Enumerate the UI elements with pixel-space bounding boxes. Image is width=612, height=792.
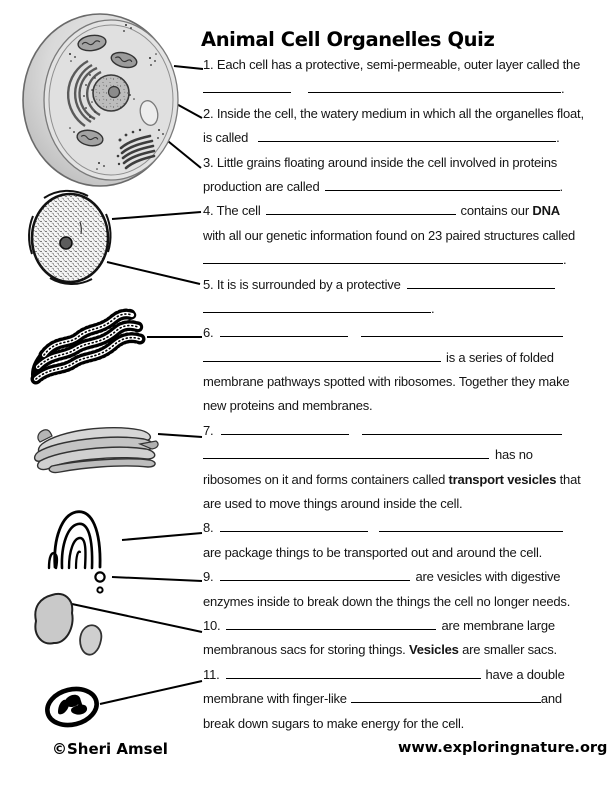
quiz-line [203,419,603,443]
question-text: 7. [203,422,214,438]
quiz-line [203,102,603,126]
question-text: 5. It is is surrounded by a protective [203,276,401,292]
answer-blank[interactable] [308,77,561,93]
quiz-line [203,175,603,199]
quiz-line [203,712,603,736]
spacer [213,531,220,532]
mitochondrion-illustration [44,684,101,730]
question-text: . [563,252,567,268]
question-text: with all our genetic information found on 23 paired structures called [203,227,576,243]
question-text: . [559,178,563,194]
quiz-line [203,516,603,540]
quiz-line [203,590,603,614]
answer-blank[interactable] [220,516,368,532]
quiz-line [203,638,603,662]
quiz-body [203,53,603,736]
quiz-line [203,370,603,394]
quiz-line [203,614,603,638]
smooth-er-illustration [35,428,158,473]
cell-nucleolus [109,87,120,98]
question-text: are package things to be transported out and around the cell. [203,544,543,560]
quiz-line [203,53,603,77]
connector-q8 [122,533,202,540]
answer-blank[interactable] [226,614,436,630]
question-text: 2. Inside the cell, the watery medium in which all the organelles float, [203,105,584,121]
question-text: 9. [203,569,214,585]
connector-q11 [100,681,202,704]
answer-blank[interactable] [258,126,556,142]
answer-blank[interactable] [220,565,410,581]
website-link[interactable]: www.exploringnature.org [398,740,608,756]
connector-q9 [112,577,202,581]
question-text: ribosomes on it and forms containers called [203,471,449,487]
quiz-line [203,77,603,101]
quiz-line [203,687,603,711]
spacer [248,141,258,142]
quiz-line [203,565,603,589]
answer-blank[interactable] [325,175,560,191]
spacer [368,531,379,532]
quiz-line [203,443,603,467]
question-text: and [540,691,562,707]
quiz-line [203,492,603,516]
answer-blank[interactable] [407,273,555,289]
animal-cell-illustration [23,14,178,186]
connector-q1 [174,66,203,69]
question-text: are smaller sacs. [458,642,557,658]
question-text: has no [495,447,533,463]
quiz-line [203,151,603,175]
question-text: 6. [203,325,214,341]
quiz-line [203,394,603,418]
quiz-line [203,541,603,565]
connector-q4 [112,212,201,219]
question-text: break down sugars to make energy for the cell. [203,715,465,731]
question-text-bold: Vesicles [408,642,459,658]
golgi-illustration [49,512,105,593]
answer-blank[interactable] [203,443,489,459]
question-text: membranous sacs for storing things. [203,642,409,658]
question-text: new proteins and membranes. [203,398,373,414]
spacer [348,336,361,337]
golgi-vesicle [95,572,104,581]
quiz-line [203,321,603,345]
question-text: 11. [203,666,220,682]
question-text: production are called [203,178,320,194]
quiz-line [203,468,603,492]
spacer [291,92,308,93]
quiz-line [203,346,603,370]
question-text: are membrane large [441,617,555,633]
quiz-line [203,199,603,223]
answer-blank[interactable] [203,248,563,264]
question-text: is called [203,130,249,146]
answer-blank[interactable] [220,321,348,337]
question-text: membrane pathways spotted with ribosomes. Together they make [203,374,570,390]
question-text: 3. Little grains floating around inside the cell involved in proteins [203,154,558,170]
question-text: are used to move things around inside the cell. [203,496,463,512]
answer-blank[interactable] [203,77,291,93]
nucleolus [60,237,72,249]
golgi-vesicle-small [97,587,102,592]
quiz-line [203,297,603,321]
answer-blank[interactable] [379,516,563,532]
answer-blank[interactable] [351,687,541,703]
question-text: . [431,300,435,316]
question-text: 1. Each cell has a protective, semi-permeable, outer layer called the [203,57,581,72]
answer-blank[interactable] [226,663,481,679]
connector-q5 [107,262,200,284]
spacer [349,434,362,435]
rough-er-illustration [35,314,140,379]
answer-blank[interactable] [203,297,431,313]
answer-blank[interactable] [361,321,563,337]
page-title: Animal Cell Organelles Quiz [201,28,495,51]
nucleus-illustration [29,191,111,284]
question-text-bold: DNA [532,203,560,219]
question-text: enzymes inside to break down the things the cell no longer needs. [203,593,571,609]
author-credit: ©Sheri Amsel [52,740,168,758]
answer-blank[interactable] [203,346,441,362]
quiz-line [203,663,603,687]
connector-q7 [158,434,202,437]
question-text: are vesicles with digestive [415,569,561,585]
question-text: 10. [203,617,221,633]
question-text: contains our [460,203,533,219]
quiz-line [203,273,603,297]
spacer [213,434,221,435]
question-text: is a series of folded [446,349,554,365]
question-text-bold: transport vesicles [448,471,557,487]
quiz-line [203,224,603,248]
answer-blank[interactable] [266,199,456,215]
question-text: . [556,130,560,146]
answer-blank[interactable] [221,419,349,435]
spacer [213,580,220,581]
question-text: 8. [203,520,214,536]
question-text: that [556,471,581,487]
quiz-line [203,248,603,272]
question-text: membrane with finger-like [203,691,347,707]
vacuole-illustration [35,594,101,655]
question-text: . [561,81,565,97]
question-text: have a double [485,666,565,682]
quiz-line [203,126,603,150]
answer-blank[interactable] [362,419,562,435]
question-text: 4. The cell [203,203,261,219]
spacer [213,336,220,337]
